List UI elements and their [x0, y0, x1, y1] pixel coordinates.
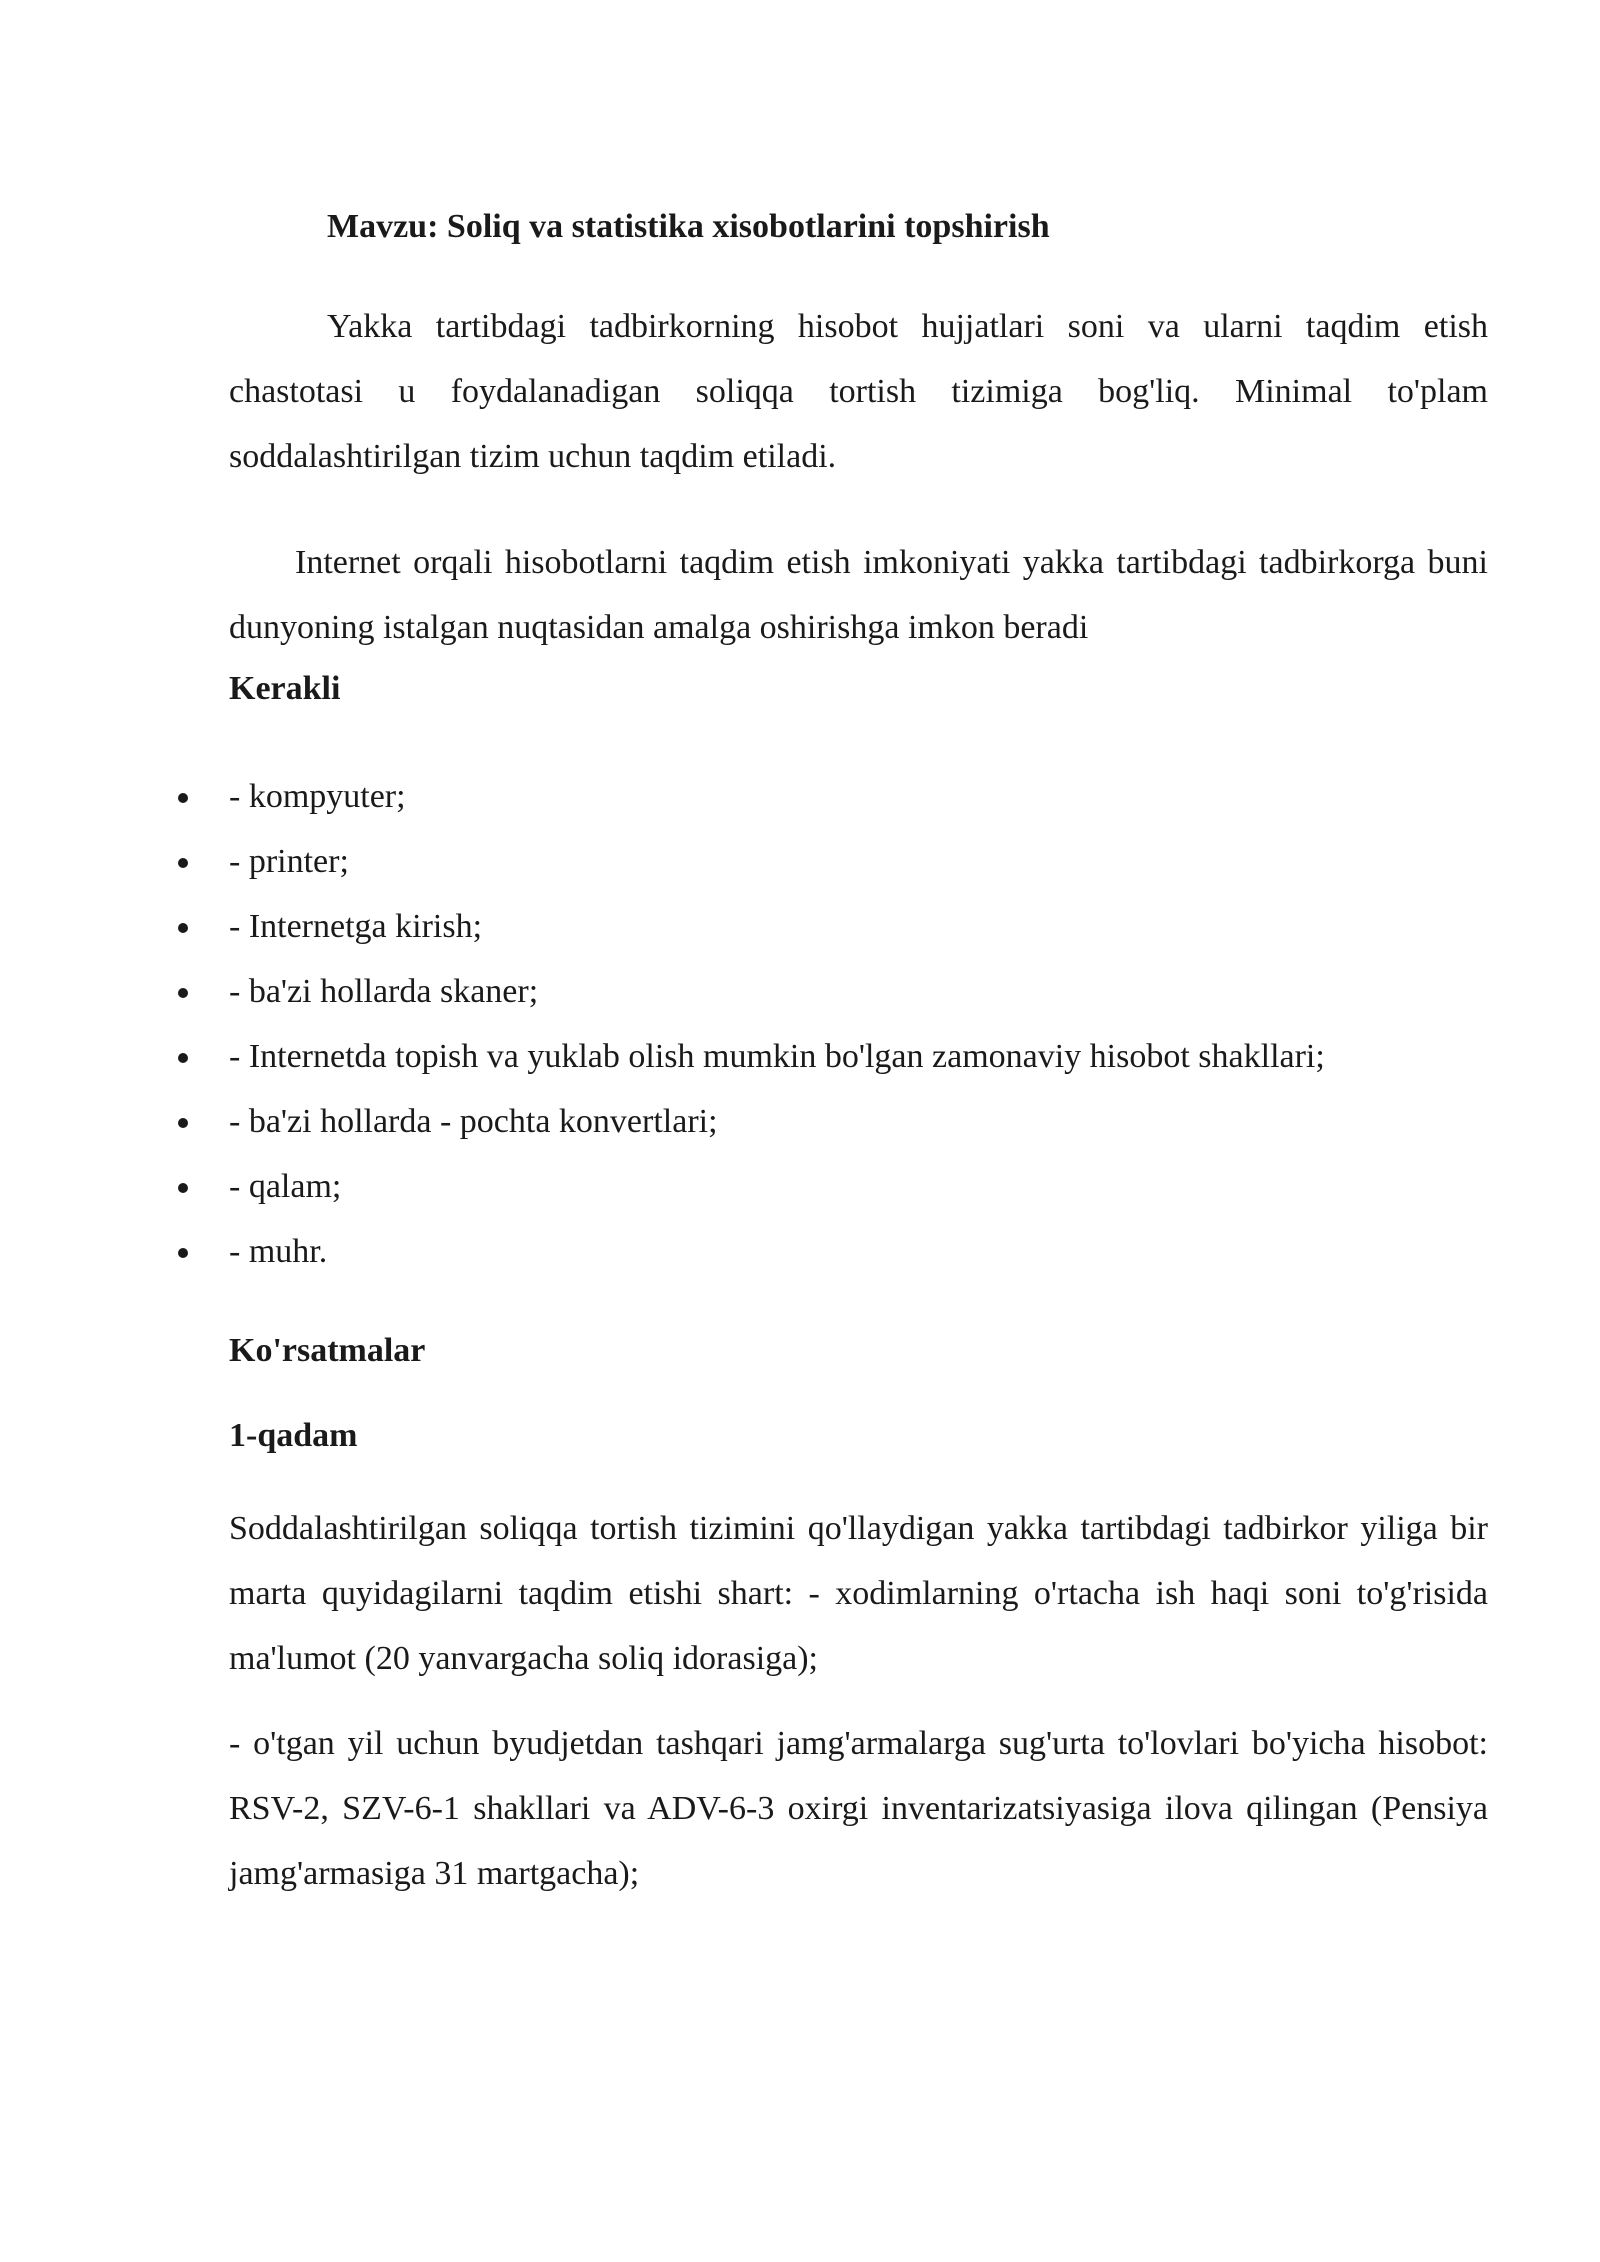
list-item-text: - Internetda topish va yuklab olish mumkin bo'lgan zamonaviy hisobot shakllari;	[229, 1038, 1325, 1075]
list-item-text: - ba'zi hollarda skaner;	[229, 973, 539, 1010]
internet-paragraph: Internet orqali hisobotlarni taqdim etish imkoniyati yakka tartibdagi tadbirkorga buni dunyoning istalgan nuqtasidan amalga oshirishga imkon beradi	[229, 544, 1488, 646]
bullet-icon	[178, 988, 188, 998]
step-heading: 1-qadam	[229, 1417, 358, 1454]
bullet-icon	[178, 923, 188, 933]
bullet-icon	[178, 858, 188, 868]
step-paragraph: Soddalashtirilgan soliqqa tortish tizimini qo'llaydigan yakka tartibdagi tadbirkor yiliga bir marta quyidagilarni taqdim etishi shart: - xodimlarning o'rtacha ish haqi soni to'g'risida ma'lumot (20 yanvargacha soliq idorasiga);	[229, 1510, 1488, 1677]
bullet-icon	[178, 1248, 188, 1258]
list-item-text: - printer;	[229, 843, 349, 880]
list-item-text: - kompyuter;	[229, 778, 406, 815]
list-item-text: - Internetga kirish;	[229, 908, 483, 945]
list-item-text: - ba'zi hollarda - pochta konvertlari;	[229, 1103, 718, 1140]
intro-paragraph: Yakka tartibdagi tadbirkorning hisobot hujjatlari soni va ularni taqdim etish chastotasi u foydalanadigan soliqqa tortish tizimiga bog'liq. Minimal to'plam soddalashtirilgan tizim uchun taqdim etiladi.	[229, 308, 1488, 475]
bullet-icon	[178, 1118, 188, 1128]
instructions-heading: Ko'rsatmalar	[229, 1332, 426, 1369]
bullet-icon	[178, 793, 188, 803]
required-heading: Kerakli	[229, 670, 341, 707]
bullet-icon	[178, 1183, 188, 1193]
bullet-icon	[178, 1053, 188, 1063]
document-title: Mavzu: Soliq va statistika xisobotlarini topshirish	[327, 208, 1050, 245]
list-item-text: - qalam;	[229, 1168, 342, 1205]
report-paragraph: - o'tgan yil uchun byudjetdan tashqari jamg'armalarga sug'urta to'lovlari bo'yicha hisobot: RSV-2, SZV-6-1 shakllari va ADV-6-3 oxirgi inventarizatsiyasiga ilova qilingan (Pensiya jamg'armasiga 31 martgacha);	[229, 1725, 1488, 1892]
list-item-text: - muhr.	[229, 1233, 328, 1270]
